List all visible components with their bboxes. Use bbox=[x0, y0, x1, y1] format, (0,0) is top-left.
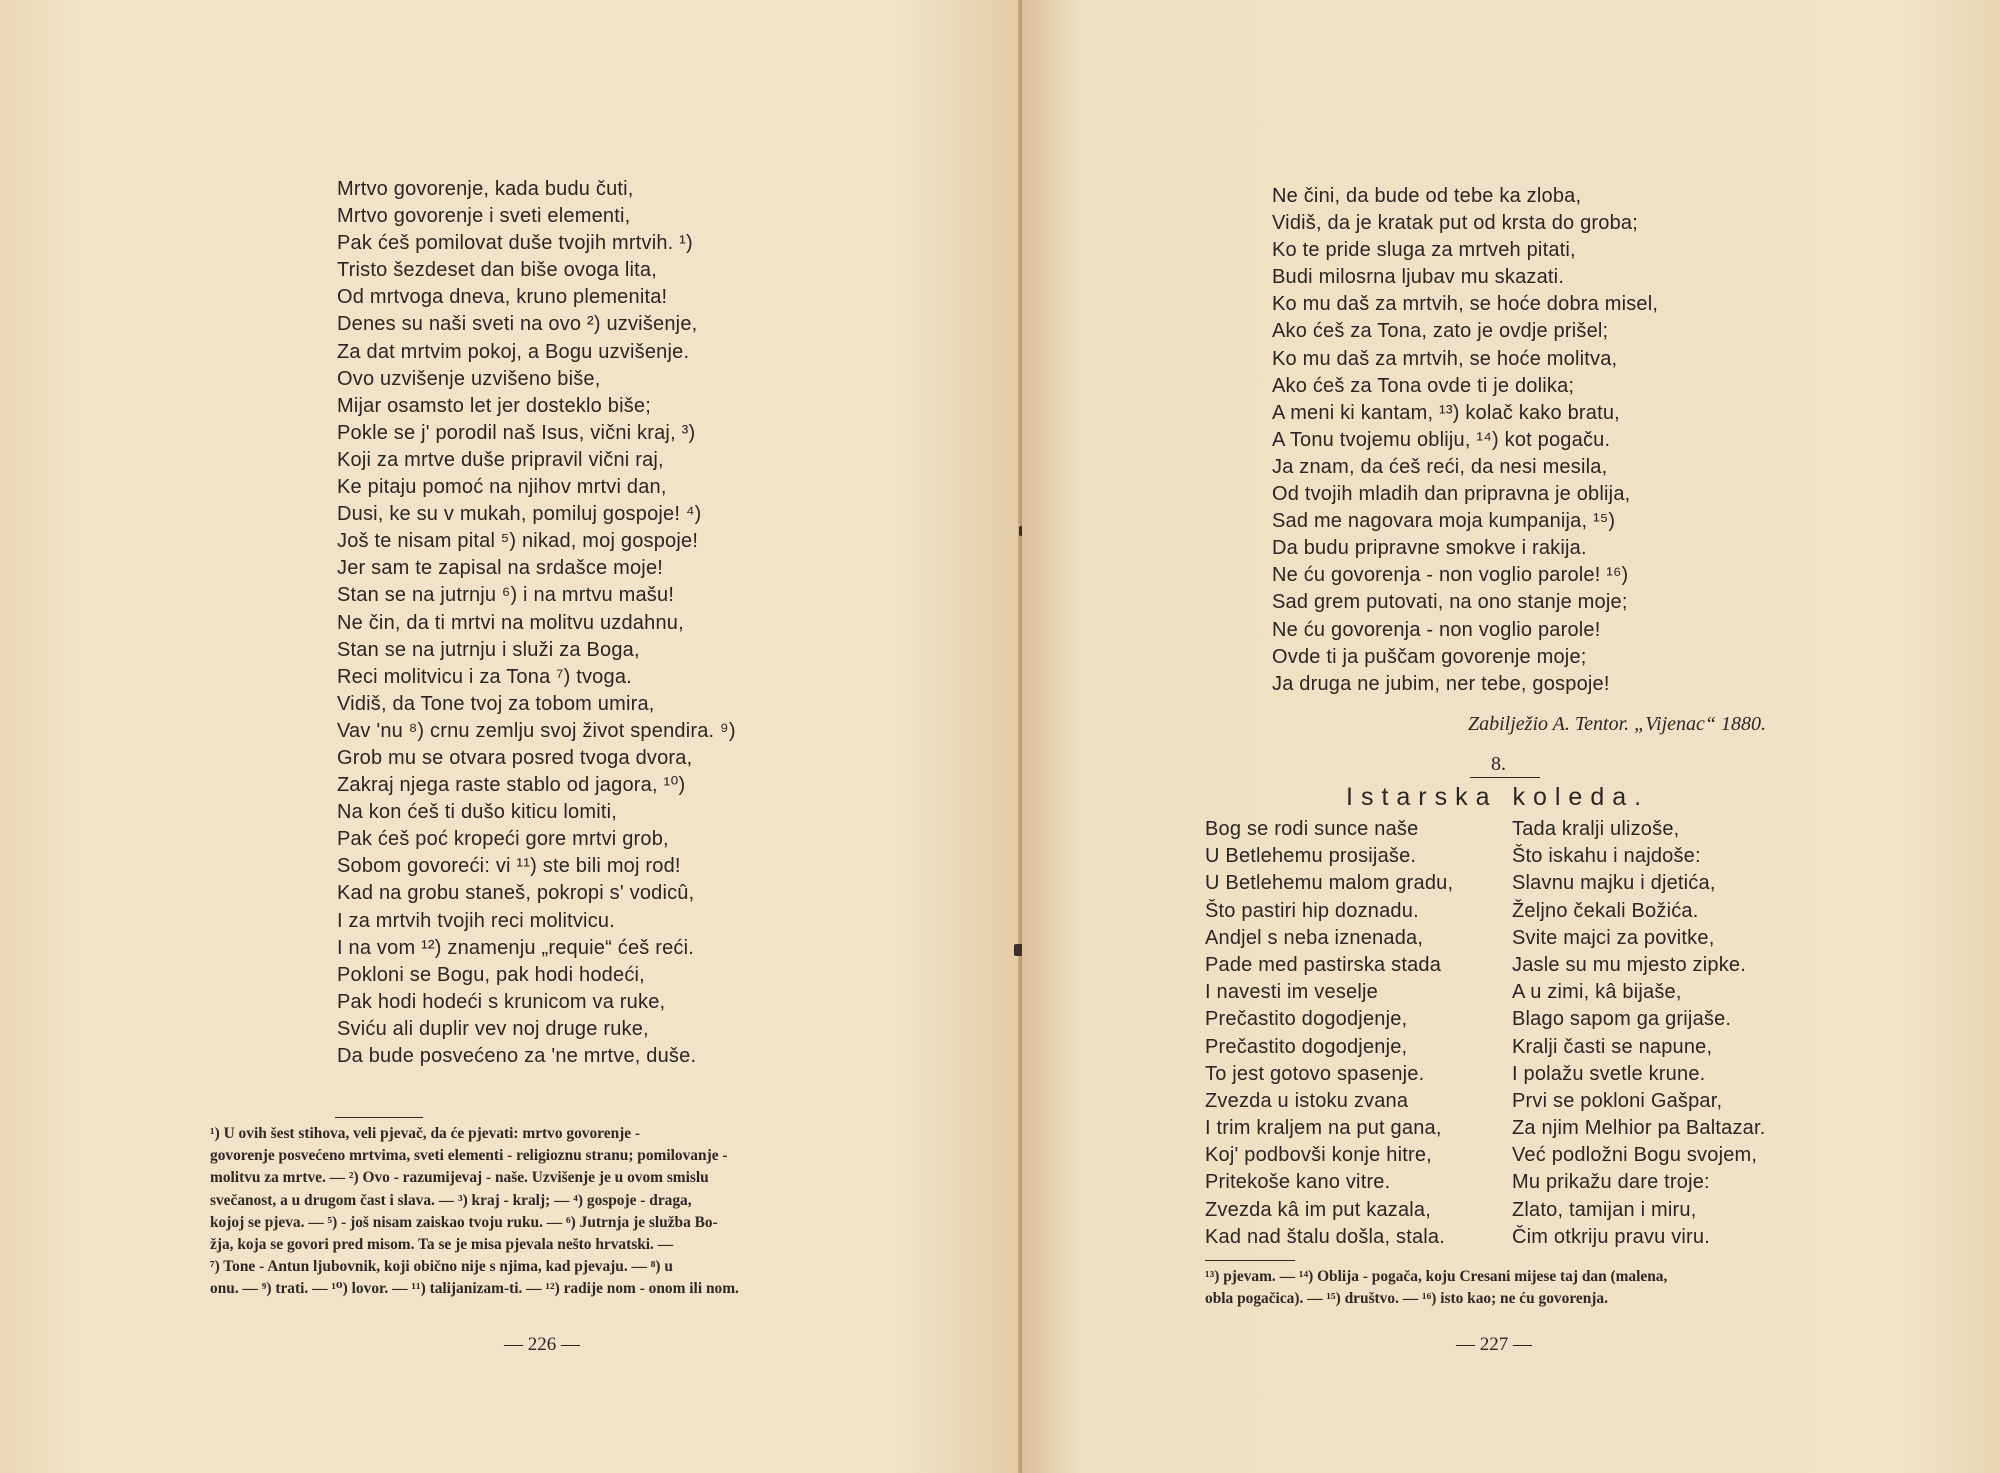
verse-line: Ke pitaju pomoć na njihov mrtvi dan, bbox=[337, 476, 667, 499]
verse-line: Sviću ali duplir vev noj druge ruke, bbox=[337, 1017, 649, 1040]
verse-line: Vidiš, da je kratak put od krsta do groba; bbox=[1272, 212, 1639, 235]
koleda-line: Što pastiri hip doznadu. bbox=[1205, 899, 1419, 922]
verse-line: Tristo šezdeset dan biše ovoga lita, bbox=[337, 259, 657, 282]
koleda-line: Jasle su mu mjesto zipke. bbox=[1512, 953, 1746, 976]
verse-line: Ne čin, da ti mrtvi na molitvu uzdahnu, bbox=[337, 611, 684, 634]
verse-line: Od mrtvoga dneva, kruno plemenita! bbox=[337, 286, 668, 309]
verse-line: Ko te pride sluga za mrtveh pitati, bbox=[1272, 239, 1576, 262]
verse-line: Mrtvo govorenje i sveti elementi, bbox=[337, 205, 631, 228]
footnote-separator-left bbox=[335, 1117, 423, 1118]
koleda-line: I trim kraljem na put gana, bbox=[1205, 1117, 1442, 1140]
section-rule bbox=[1470, 777, 1540, 778]
verse-line: Ne čini, da bude od tebe ka zloba, bbox=[1272, 185, 1582, 207]
koleda-line: I polažu svetle krune. bbox=[1512, 1062, 1706, 1085]
verse-line: Od tvojih mladih dan pripravna je oblija, bbox=[1272, 483, 1631, 506]
verse-line: Ako ćeš za Tona ovde ti je dolika; bbox=[1272, 374, 1575, 397]
verse-line: Vav 'nu ⁸) crnu zemlju svoj život spendira. ⁹) bbox=[337, 719, 736, 742]
page-number-left: — 226 — bbox=[504, 1334, 580, 1355]
verse-line: Koji za mrtve duše pripravil vični raj, bbox=[337, 448, 664, 471]
koleda-line: Prečastito dogodjenje, bbox=[1205, 1035, 1408, 1058]
left-verse bbox=[337, 176, 736, 1070]
koleda-line: A u zimi, kâ bijaše, bbox=[1512, 981, 1682, 1004]
footnote-line: kojoj se pjeva. — ⁵) - još nisam zaiskao tvoju ruku. — ⁶) Jutrnja je služba Bo- bbox=[210, 1213, 718, 1231]
footnote-line: ⁷) Tone - Antun ljubovnik, koji obično nije s njima, kad pjevaju. — ⁸) u bbox=[210, 1258, 673, 1276]
section-number: 8. bbox=[1491, 753, 1506, 775]
verse-line: Denes su naši sveti na ovo ²) uzvišenje, bbox=[337, 313, 698, 336]
koleda-line: Prečastito dogodjenje, bbox=[1205, 1008, 1408, 1031]
verse-line: Ovo uzvišenje uzvišeno biše, bbox=[337, 367, 601, 390]
verse-line: Još te nisam pital ⁵) nikad, moj gospoje! bbox=[337, 530, 699, 553]
koleda-line: To jest gotovo spasenje. bbox=[1205, 1062, 1425, 1085]
verse-line: Pak ćeš poć kropeći gore mrtvi grob, bbox=[337, 828, 669, 851]
koleda-line: Pritekoše kano vitre. bbox=[1205, 1171, 1391, 1194]
verse-line: Za dat mrtvim pokoj, a Bogu uzvišenje. bbox=[337, 340, 690, 363]
right-verse bbox=[1272, 183, 1658, 698]
koleda-line: Čim otkriju pravu viru. bbox=[1512, 1225, 1710, 1248]
koleda-line: Kad nad štalu došla, stala. bbox=[1205, 1225, 1445, 1248]
verse-line: Sad grem putovati, na ono stanje moje; bbox=[1272, 591, 1628, 614]
koleda-line: Blago sapom ga grijaše. bbox=[1512, 1008, 1732, 1031]
verse-line: Stan se na jutrnju i služi za Boga, bbox=[337, 638, 640, 661]
verse-line: A meni ki kantam, ¹³) kolač kako bratu, bbox=[1272, 401, 1620, 424]
footnote-line: govorenje posvećeno mrtvima, sveti elementi - religioznu stranu; pomilovanje - bbox=[210, 1147, 728, 1165]
koleda-line: Bog se rodi sunce naše bbox=[1205, 818, 1419, 840]
verse-line: Ako ćeš za Tona, zato je ovdje prišel; bbox=[1272, 320, 1609, 343]
verse-line: Kad na grobu staneš, pokropi s' vodicû, bbox=[337, 882, 695, 905]
verse-line: Mrtvo govorenje, kada budu čuti, bbox=[337, 178, 634, 200]
footnote-line: onu. — ⁹) trati. — ¹⁰) lovor. — ¹¹) talijanizam-ti. — ¹²) radije nom - onom ili nom. bbox=[210, 1280, 739, 1298]
verse-line: A Tonu tvojemu obliju, ¹⁴) kot pogaču. bbox=[1272, 428, 1611, 451]
koleda-line: U Betlehemu malom gradu, bbox=[1205, 872, 1454, 895]
verse-line: Vidiš, da Tone tvoj za tobom umira, bbox=[337, 692, 655, 715]
verse-line: Ko mu daš za mrtvih, se hoće dobra misel, bbox=[1272, 293, 1659, 316]
footnote-line: svečanost, a u drugom čast i slava. — ³) kraj - kralj; — ⁴) gospoje - draga, bbox=[210, 1191, 692, 1209]
verse-line: Pak hodi hodeći s krunicom va ruke, bbox=[337, 990, 666, 1013]
attribution: Zabilježio A. Tentor. „Vijenac“ 1880. bbox=[1468, 713, 1766, 735]
verse-line: Ne ću govorenja - non voglio parole! ¹⁶) bbox=[1272, 564, 1629, 587]
verse-line: Pokle se j' porodil naš Isus, vični kraj, ³) bbox=[337, 421, 696, 444]
verse-line: Na kon ćeš ti dušo kiticu lomiti, bbox=[337, 801, 618, 824]
verse-line: Reci molitvicu i za Tona ⁷) tvoga. bbox=[337, 665, 632, 688]
koleda-line: I navesti im veselje bbox=[1205, 981, 1378, 1004]
koleda-column-1 bbox=[1205, 816, 1453, 1251]
koleda-line: Andjel s neba iznenada, bbox=[1205, 926, 1424, 949]
verse-line: Ovde ti ja puščam govorenje moje; bbox=[1272, 645, 1587, 668]
koleda-line: Svite majci za povitke, bbox=[1512, 926, 1715, 949]
koleda-line: U Betlehemu prosijaše. bbox=[1205, 845, 1417, 868]
section-title: Istarska koleda. bbox=[1346, 783, 1650, 811]
verse-line: Stan se na jutrnju ⁶) i na mrtvu mašu! bbox=[337, 584, 675, 607]
verse-line: Sobom govoreći: vi ¹¹) ste bili moj rod! bbox=[337, 855, 681, 878]
verse-line: Zakraj njega raste stablo od jagora, ¹⁰) bbox=[337, 774, 686, 797]
verse-line: Budi milosrna ljubav mu skazati. bbox=[1272, 266, 1565, 289]
verse-line: Mijar osamsto let jer dosteklo biše; bbox=[337, 394, 651, 417]
verse-line: Pak ćeš pomilovat duše tvojih mrtvih. ¹) bbox=[337, 232, 693, 255]
koleda-line: Za njim Melhior pa Baltazar. bbox=[1512, 1117, 1766, 1140]
verse-line: I za mrtvih tvojih reci molitvicu. bbox=[337, 909, 615, 932]
footnote-line: ¹) U ovih šest stihova, veli pjevač, da će pjevati: mrtvo govorenje - bbox=[210, 1125, 641, 1142]
right-footnotes bbox=[1205, 1266, 1667, 1310]
footnote-separator-right bbox=[1205, 1260, 1295, 1261]
koleda-line: Prvi se pokloni Gašpar, bbox=[1512, 1089, 1723, 1112]
koleda-line: Slavnu majku i djetića, bbox=[1512, 872, 1716, 895]
footnote-line: obla pogačica). — ¹⁵) društvo. — ¹⁶) isto kao; ne ću govorenja. bbox=[1205, 1290, 1608, 1308]
koleda-line: Kralji časti se napune, bbox=[1512, 1035, 1713, 1058]
verse-line: Ne ću govorenja - non voglio parole! bbox=[1272, 618, 1601, 641]
verse-line: Sad me nagovara moja kumpanija, ¹⁵) bbox=[1272, 510, 1616, 533]
footnote-line: molitvu za mrtve. — ²) Ovo - razumijevaj - naše. Uzvišenje je u ovom smislu bbox=[210, 1169, 709, 1187]
koleda-line: Već podložni Bogu svojem, bbox=[1512, 1144, 1758, 1167]
footnote-line: ¹³) pjevam. — ¹⁴) Oblija - pogača, koju Cresani mijese taj dan (malena, bbox=[1205, 1268, 1668, 1285]
koleda-line: Zvezda u istoku zvana bbox=[1205, 1089, 1409, 1112]
verse-line: Jer sam te zapisal na srdašce moje! bbox=[337, 557, 664, 580]
koleda-line: Što iskahu i najdoše: bbox=[1512, 845, 1701, 868]
left-footnotes bbox=[210, 1123, 739, 1301]
koleda-line: Koj' podbovši konje hitre, bbox=[1205, 1144, 1432, 1167]
verse-line: Da bude posvećeno za 'ne mrtve, duše. bbox=[337, 1045, 697, 1067]
koleda-line: Zvezda kâ im put kazala, bbox=[1205, 1198, 1432, 1221]
footnote-line: žja, koja se govori pred misom. Ta se je misa pjevala nešto hrvatski. — bbox=[210, 1236, 674, 1254]
koleda-line: Pade med pastirska stada bbox=[1205, 953, 1442, 976]
koleda-line: Željno čekali Božića. bbox=[1512, 899, 1699, 922]
koleda-line: Tada kralji ulizoše, bbox=[1512, 818, 1680, 840]
koleda-line: Mu prikažu dare troje: bbox=[1512, 1171, 1710, 1194]
verse-line: Dusi, ke su v mukah, pomiluj gospoje! ⁴) bbox=[337, 503, 702, 526]
verse-line: Grob mu se otvara posred tvoga dvora, bbox=[337, 746, 693, 769]
page-number-right: — 227 — bbox=[1456, 1334, 1532, 1355]
verse-line: Da budu pripravne smokve i rakija. bbox=[1272, 537, 1587, 560]
koleda-column-2 bbox=[1512, 816, 1765, 1251]
verse-line: Ja druga ne jubim, ner tebe, gospoje! bbox=[1272, 672, 1610, 695]
koleda-line: Zlato, tamijan i miru, bbox=[1512, 1198, 1697, 1221]
verse-line: Pokloni se Bogu, pak hodi hodeći, bbox=[337, 963, 645, 986]
verse-line: Ja znam, da ćeš reći, da nesi mesila, bbox=[1272, 455, 1608, 478]
verse-line: I na vom ¹²) znamenju „requie“ ćeš reći. bbox=[337, 936, 695, 959]
verse-line: Ko mu daš za mrtvih, se hoće molitva, bbox=[1272, 347, 1618, 370]
